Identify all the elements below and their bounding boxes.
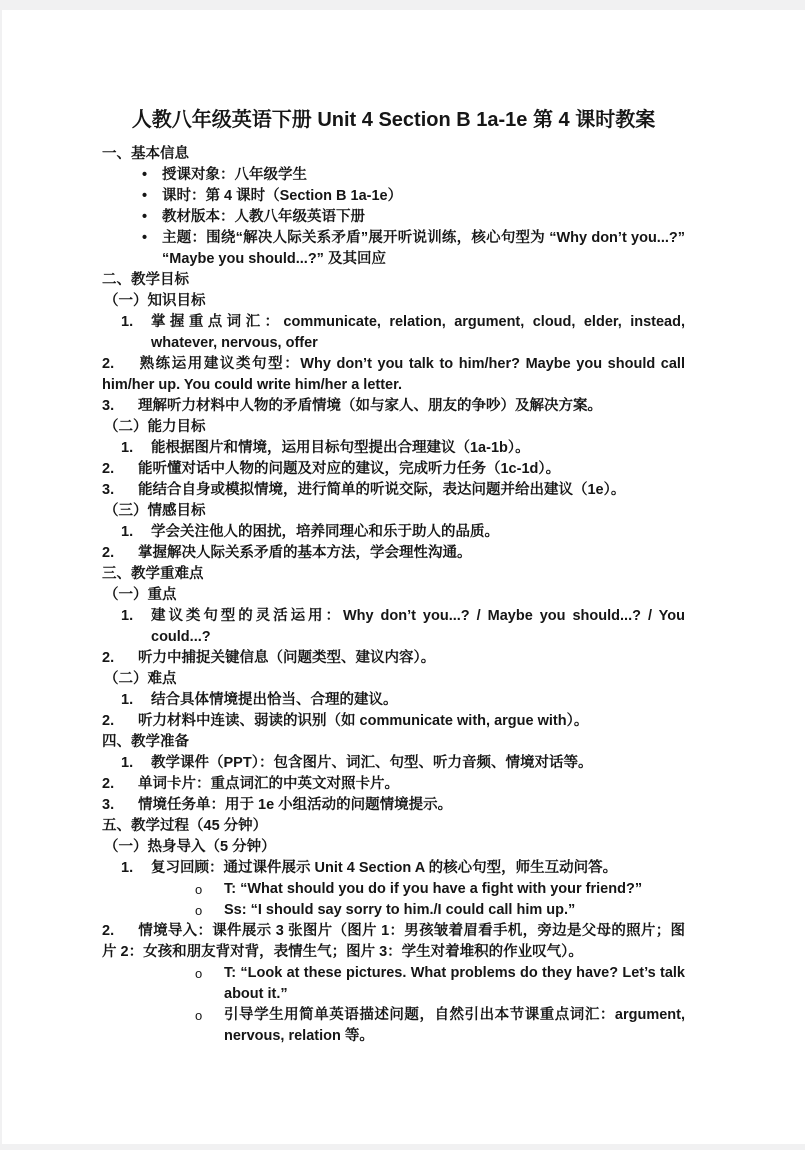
numbered-item-text: 建议类句型的灵活运用：Why don’t you...? / Maybe you should...? / You could...? bbox=[151, 608, 685, 645]
numbered-item bbox=[102, 921, 685, 963]
circle-marker-icon: o bbox=[195, 882, 203, 897]
numbered-item bbox=[102, 312, 685, 354]
number-marker: 2. bbox=[102, 650, 115, 666]
circle-item-text: T: “Look at these pictures. What problems do they have? Let’s talk about it.” bbox=[224, 965, 685, 1002]
numbered-item-text: 能听懂对话中人物的问题及对应的建议，完成听力任务（1c-1d）。 bbox=[138, 461, 561, 477]
numbered-item bbox=[102, 354, 685, 396]
bullet-item-text: 课时：第 4 课时（Section B 1a-1e） bbox=[162, 188, 403, 204]
section-heading: 二、教学目标 bbox=[102, 272, 189, 288]
number-marker: 1. bbox=[121, 755, 134, 771]
number-marker: 2. bbox=[102, 713, 115, 729]
number-marker: 3. bbox=[102, 482, 115, 498]
numbered-item-text: 理解听力材料中人物的矛盾情境（如与家人、朋友的争吵）及解决方案。 bbox=[138, 398, 602, 414]
number-marker: 2. bbox=[102, 545, 115, 561]
numbered-item bbox=[102, 480, 685, 501]
section-heading: 三、教学重难点 bbox=[102, 566, 204, 582]
bullet-marker-icon: • bbox=[142, 188, 148, 204]
numbered-item-text: 掌握重点词汇：communicate, relation, argument, cloud, elder, instead, whatever, nervous, offer bbox=[151, 314, 685, 351]
numbered-item bbox=[102, 690, 685, 711]
numbered-item-text: 单词卡片：重点词汇的中英文对照卡片。 bbox=[138, 776, 399, 792]
number-marker: 2. bbox=[102, 356, 115, 372]
circle-sub-item bbox=[102, 879, 685, 900]
numbered-item-text: 听力材料中连读、弱读的识别（如 communicate with, argue with）。 bbox=[138, 713, 589, 729]
numbered-item-text: 复习回顾：通过课件展示 Unit 4 Section A 的核心句型，师生互动问答。 bbox=[151, 860, 618, 876]
numbered-item bbox=[102, 396, 685, 417]
section-heading: 四、教学准备 bbox=[102, 734, 189, 750]
numbered-item-text: 掌握解决人际关系矛盾的基本方法，学会理性沟通。 bbox=[138, 545, 472, 561]
numbered-item bbox=[102, 648, 685, 669]
circle-item-text: Ss: “I should say sorry to him./I could call him up.” bbox=[224, 902, 576, 918]
circle-sub-item bbox=[102, 963, 685, 1005]
numbered-item-text: 能根据图片和情境，运用目标句型提出合理建议（1a-1b）。 bbox=[151, 440, 530, 456]
bullet-marker-icon: • bbox=[142, 230, 148, 246]
numbered-item bbox=[102, 711, 685, 732]
number-marker: 2. bbox=[102, 923, 115, 939]
subsection-heading: （一）热身导入（5 分钟） bbox=[104, 839, 276, 855]
bullet-item-text: 教材版本：人教八年级英语下册 bbox=[162, 209, 365, 225]
circle-sub-item bbox=[102, 900, 685, 921]
circle-item-text: 引导学生用简单英语描述问题，自然引出本节课重点词汇：argument, nervous, relation 等。 bbox=[224, 1007, 685, 1044]
number-marker: 1. bbox=[121, 440, 134, 456]
number-marker: 1. bbox=[121, 692, 134, 708]
section-heading: 一、基本信息 bbox=[102, 146, 189, 162]
numbered-item-text: 能结合自身或模拟情境，进行简单的听说交际，表达问题并给出建议（1e）。 bbox=[138, 482, 626, 498]
number-marker: 3. bbox=[102, 797, 115, 813]
circle-item-text: T: “What should you do if you have a fight with your friend?” bbox=[224, 881, 643, 897]
number-marker: 1. bbox=[121, 608, 134, 624]
numbered-item-text: 熟练运用建议类句型：Why don’t you talk to him/her? Maybe you should call him/her up. You could write him/her a letter. bbox=[102, 356, 685, 393]
number-marker: 2. bbox=[102, 461, 115, 477]
numbered-item-text: 教学课件（PPT）：包含图片、词汇、句型、听力音频、情境对话等。 bbox=[151, 755, 593, 771]
document-page bbox=[2, 10, 805, 1144]
doc-title: 人教八年级英语下册 Unit 4 Section B 1a-1e 第 4 课时教案 bbox=[131, 109, 656, 131]
bullet-marker-icon: • bbox=[142, 167, 148, 183]
document-content bbox=[102, 107, 685, 1047]
circle-marker-icon: o bbox=[195, 903, 203, 918]
bullet-marker-icon: • bbox=[142, 209, 148, 225]
numbered-item bbox=[102, 753, 685, 774]
number-marker: 1. bbox=[121, 314, 134, 330]
numbered-item bbox=[102, 543, 685, 564]
numbered-item bbox=[102, 795, 685, 816]
numbered-item-text: 学会关注他人的困扰，培养同理心和乐于助人的品质。 bbox=[151, 524, 499, 540]
bullet-item bbox=[102, 207, 685, 228]
numbered-item-text: 听力中捕捉关键信息（问题类型、建议内容）。 bbox=[138, 650, 436, 666]
bullet-item bbox=[102, 165, 685, 186]
subsection-heading: （二）能力目标 bbox=[104, 419, 206, 435]
numbered-item-text: 情境任务单：用于 1e 小组活动的问题情境提示。 bbox=[138, 797, 453, 813]
subsection-heading: （一）知识目标 bbox=[104, 293, 206, 309]
bullet-item-text: 主题：围绕“解决人际关系矛盾”展开听说训练，核心句型为 “Why don’t you...?” “Maybe you should...?” 及其回应 bbox=[162, 230, 685, 267]
circle-marker-icon: o bbox=[195, 966, 203, 981]
numbered-item-text: 情境导入：课件展示 3 张图片（图片 1：男孩皱着眉看手机，旁边是父母的照片；图片 2：女孩和朋友背对背，表情生气；图片 3：学生对着堆积的作业叹气）。 bbox=[102, 923, 685, 960]
subsection-heading: （一）重点 bbox=[104, 587, 177, 603]
numbered-item bbox=[102, 858, 685, 879]
number-marker: 1. bbox=[121, 860, 134, 876]
numbered-item bbox=[102, 522, 685, 543]
circle-marker-icon: o bbox=[195, 1008, 203, 1023]
number-marker: 3. bbox=[102, 398, 115, 414]
number-marker: 2. bbox=[102, 776, 115, 792]
numbered-item-text: 结合具体情境提出恰当、合理的建议。 bbox=[151, 692, 398, 708]
bullet-item bbox=[102, 186, 685, 207]
subsection-heading: （二）难点 bbox=[104, 671, 177, 687]
numbered-item bbox=[102, 774, 685, 795]
number-marker: 1. bbox=[121, 524, 134, 540]
subsection-heading: （三）情感目标 bbox=[104, 503, 206, 519]
circle-sub-item bbox=[102, 1005, 685, 1047]
bullet-item bbox=[102, 228, 685, 270]
numbered-item bbox=[102, 459, 685, 480]
bullet-item-text: 授课对象：八年级学生 bbox=[162, 167, 307, 183]
numbered-item bbox=[102, 606, 685, 648]
numbered-item bbox=[102, 438, 685, 459]
section-heading: 五、教学过程（45 分钟） bbox=[102, 818, 268, 834]
